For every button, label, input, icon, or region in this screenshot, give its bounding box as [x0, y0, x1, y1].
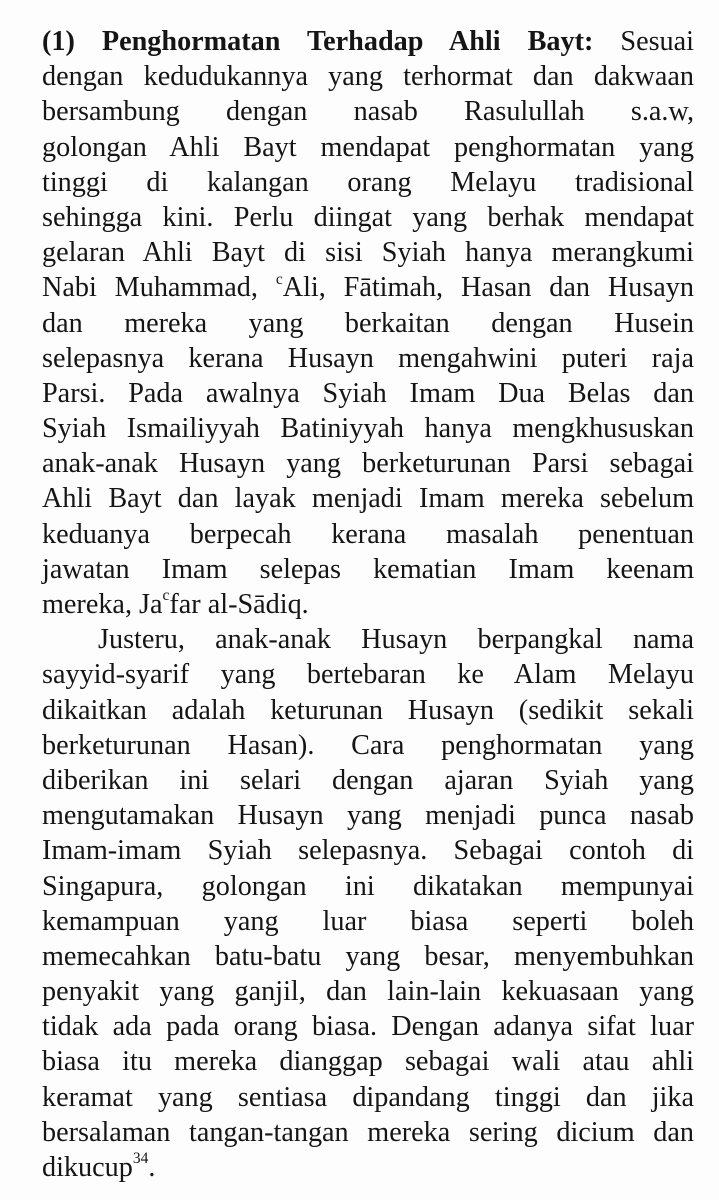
- text-span: dikucup: [42, 1152, 133, 1183]
- text-line: Imam-imam Syiah selepasnya. Sebagai contoh di: [42, 835, 694, 867]
- text-line: diberikan ini selari dengan ajaran Syiah yang: [42, 764, 694, 796]
- text-line: [42, 1150, 694, 1185]
- text-line: Singapura, golongan ini dikatakan mempunyai: [42, 870, 694, 902]
- text-line: mengutamakan Husayn yang menjadi punca nasab: [42, 800, 694, 832]
- ayn-superscript: c: [275, 270, 283, 288]
- text-line: dengan kedudukannya yang terhormat dan dakwaan: [42, 61, 694, 93]
- footnote-marker[interactable]: 34: [132, 1150, 149, 1168]
- text-line: sayyid-syarif yang bertebaran ke Alam Melayu: [42, 659, 694, 691]
- text-line: [42, 270, 694, 305]
- text-line: berketurunan Hasan). Cara penghormatan yang: [42, 729, 694, 761]
- text-line: bersalaman tangan-tangan mereka sering dicium dan: [42, 1116, 694, 1148]
- text-span: Ali, Fātimah, Hasan dan Husayn: [282, 272, 694, 304]
- text-line: tinggi di kalangan orang Melayu tradisional: [42, 166, 694, 198]
- section-heading: (1) Penghormatan Terhadap Ahli Bayt:: [42, 26, 594, 57]
- text-line: bersambung dengan nasab Rasulullah s.a.w,: [42, 96, 694, 128]
- text-line: golongan Ahli Bayt mendapat penghormatan yang: [42, 131, 694, 163]
- text-span: Sesuai: [593, 26, 694, 57]
- text-line: sehingga kini. Perlu diingat yang berhak mendapat: [42, 201, 694, 233]
- text-span: .: [148, 1152, 156, 1183]
- text-line: memecahkan batu-batu yang besar, menyembuhkan: [42, 940, 694, 972]
- text-line: keramat yang sentiasa dipandang tinggi dan jika: [42, 1081, 694, 1113]
- text-line: kemampuan yang luar biasa seperti boleh: [42, 905, 694, 937]
- text-line: keduanya berpecah kerana masalah penentuan: [42, 518, 694, 550]
- text-line: Ahli Bayt dan layak menjadi Imam mereka sebelum: [42, 483, 694, 515]
- text-line: gelaran Ahli Bayt di sisi Syiah hanya merangkumi: [42, 237, 694, 269]
- text-line: penyakit yang ganjil, dan lain-lain kekuasaan yang: [42, 976, 694, 1008]
- ayn-superscript: c: [162, 587, 170, 605]
- text-line: anak-anak Husayn yang berketurunan Parsi sebagai: [42, 448, 694, 480]
- text-line: dan mereka yang berkaitan dengan Husein: [42, 307, 694, 339]
- text-line: [42, 587, 694, 622]
- paragraph-2-first-line: Justeru, anak-anak Husayn berpangkal nama: [98, 624, 694, 656]
- text-span: mereka, Ja: [42, 589, 163, 620]
- text-span: Nabi Muhammad,: [42, 272, 276, 304]
- text-line: jawatan Imam selepas kematian Imam keenam: [42, 553, 694, 585]
- text-line: tidak ada pada orang biasa. Dengan adanya sifat luar: [42, 1011, 694, 1043]
- text-line: selepasnya kerana Husayn mengahwini puteri raja: [42, 342, 694, 374]
- text-line: dikaitkan adalah keturunan Husayn (sedikit sekali: [42, 694, 694, 726]
- text-line: Syiah Ismailiyyah Batiniyyah hanya mengkhususkan: [42, 413, 694, 445]
- paragraph-1-line-1: [42, 24, 694, 59]
- text-line: Parsi. Pada awalnya Syiah Imam Dua Belas dan: [42, 377, 694, 409]
- text-line: biasa itu mereka dianggap sebagai wali atau ahli: [42, 1046, 694, 1078]
- text-span: far al-Sādiq.: [169, 589, 309, 620]
- body-text: [42, 24, 694, 1185]
